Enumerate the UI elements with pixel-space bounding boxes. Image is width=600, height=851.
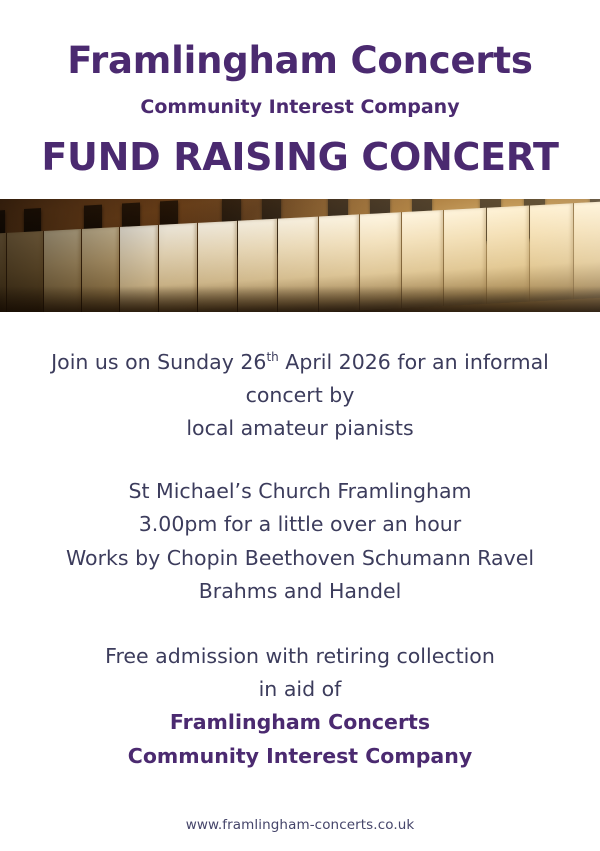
- programme-line-2: Brahms and Handel: [198, 578, 402, 603]
- time-line: 3.00pm for a little over an hour: [138, 512, 462, 537]
- intro-line-1-pre: Join us on Sunday 26: [51, 349, 267, 374]
- venue-line: St Michael’s Church Framlingham: [128, 479, 472, 504]
- organisation-type: Community Interest Company: [140, 95, 460, 118]
- beneficiary-line-1: Framlingham Concerts: [169, 710, 431, 735]
- intro-line-1: [0, 346, 600, 379]
- poster-body: [0, 346, 600, 773]
- programme-line-1: Works by Chopin Beethoven Schumann Ravel: [65, 545, 535, 570]
- date-ordinal-suffix: th: [266, 349, 279, 364]
- beneficiary-line-2: Community Interest Company: [127, 743, 473, 768]
- admission-line-1: Free admission with retiring collection: [105, 643, 495, 668]
- poster-header: [0, 0, 600, 179]
- event-title: FUND RAISING CONCERT: [41, 134, 559, 179]
- intro-line-2: concert by: [245, 382, 355, 407]
- intro-paragraph: [0, 346, 600, 446]
- intro-line-1-post: April 2026 for an informal: [278, 349, 549, 374]
- piano-keys-image: [0, 199, 600, 312]
- intro-line-3: local amateur pianists: [186, 415, 414, 440]
- admission-line-2: in aid of: [258, 677, 342, 702]
- website-url[interactable]: www.framlingham-concerts.co.uk: [185, 816, 415, 833]
- organisation-name: Framlingham Concerts: [67, 39, 533, 82]
- admission-paragraph: [0, 640, 600, 773]
- details-paragraph: [0, 475, 600, 608]
